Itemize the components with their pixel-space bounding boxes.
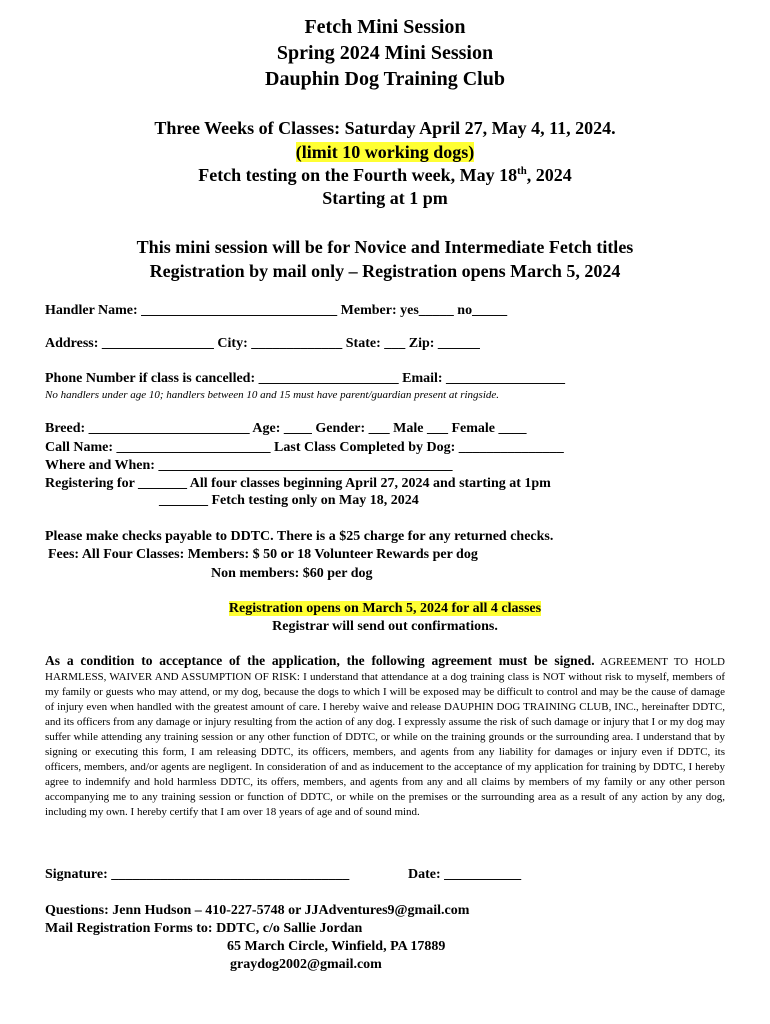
agreement-body: AGREEMENT TO HOLD HARMLESS, WAIVER AND ASSUMPTION OF RISK: I understand that attendance at a dog training class is NOT without risk to myself, members of my family or guests who may attend, or my dog, because the dogs to which I will be exposed may be difficult to control and may be the cause of damage of injury even when handled with the greatest amount of care. I hereby waive and release DAUPHIN DOG TRAINING CLUB, INC., hereinafter DDTC, and its officers from any damage or injury resulting from the action of any dog. I expressly assume the risk of such damage or injury that I or my dog may suffer while attending any training session or any other function of DDTC, or while on the training grounds or the surrounding area. I understand that by signing or executing this form, I am releasing DDTC, its officers, members, and agents from any liability for damages or injury even if DDTC, its officers, members, and/or agents are negligent. In consideration of and as inducement to the acceptance of my application for training by DDTC, I hereby agree to indemnify and hold harmless DDTC, its offers, members, and agents from any and all claims by members of my family or any other person accompanying me to any training session or function of DDTC, or while on the premises or the surrounding area as a result of any action by any dog, including my own. I hereby certify that I am over 18 years of age and of sound mind. bbox=[45, 656, 725, 818]
checks-payable: Please make checks payable to DDTC. There is a $25 charge for any returned checks. bbox=[45, 529, 554, 544]
registration-opens: Registration opens on March 5, 2024 for all 4 classes bbox=[228, 601, 542, 616]
handler-name-line[interactable]: Handler Name: ____________________________ Member: yes_____ no_____ bbox=[45, 303, 508, 318]
info-registration: Registration by mail only – Registration opens March 5, 2024 bbox=[149, 261, 621, 281]
testing-text: Fetch testing on the Fourth week, May 18 bbox=[198, 165, 518, 185]
info-titles: This mini session will be for Novice and Intermediate Fetch titles bbox=[136, 237, 634, 257]
phone-email-line[interactable]: Phone Number if class is cancelled: ____________________ Email: _________________ bbox=[45, 371, 566, 386]
title-club-name: Dauphin Dog Training Club bbox=[265, 68, 505, 90]
where-when-line[interactable]: Where and When: __________________________________________ bbox=[45, 458, 453, 473]
schedule-classes: Three Weeks of Classes: Saturday April 27, May 4, 11, 2024. bbox=[154, 118, 616, 138]
testing-year: , 2024 bbox=[526, 165, 572, 185]
registering-line[interactable]: Registering for _______ All four classes beginning April 27, 2024 and starting at 1pm bbox=[45, 476, 551, 491]
testing-sup: th bbox=[517, 165, 527, 177]
call-name-line[interactable]: Call Name: ______________________ Last Class Completed by Dog: _______________ bbox=[45, 440, 564, 455]
mail-address: 65 March Circle, Winfield, PA 17889 bbox=[227, 939, 446, 954]
agreement-lead: As a condition to acceptance of the application, the following agreement must be signed. bbox=[45, 653, 595, 668]
contact-email[interactable]: graydog2002@gmail.com bbox=[230, 957, 382, 972]
title-fetch-mini-session: Fetch Mini Session bbox=[304, 16, 466, 38]
schedule-limit-wrap bbox=[0, 140, 770, 164]
signature-line[interactable]: Signature: __________________________________ bbox=[45, 867, 350, 882]
date-line[interactable]: Date: ___________ bbox=[408, 867, 522, 882]
schedule-testing bbox=[0, 163, 770, 187]
breed-line[interactable]: Breed: _______________________ Age: ____ Gender: ___ Male ___ Female ____ bbox=[45, 421, 527, 436]
registrar-confirmations: Registrar will send out confirmations. bbox=[272, 619, 498, 634]
schedule-start: Starting at 1 pm bbox=[322, 188, 448, 208]
fees-members: Fees: All Four Classes: Members: $ 50 or 18 Volunteer Rewards per dog bbox=[48, 547, 478, 562]
address-line[interactable]: Address: ________________ City: _____________ State: ___ Zip: ______ bbox=[45, 336, 480, 351]
agreement-paragraph bbox=[45, 653, 725, 820]
handler-age-note: No handlers under age 10; handlers between 10 and 15 must have parent/guardian present at ringside. bbox=[45, 389, 500, 401]
mail-forms-to: Mail Registration Forms to: DDTC, c/o Sallie Jordan bbox=[45, 921, 363, 936]
questions-contact: Questions: Jenn Hudson – 410-227-5748 or JJAdventures9@gmail.com bbox=[45, 903, 470, 918]
fees-non-members: Non members: $60 per dog bbox=[211, 566, 373, 581]
title-spring-session: Spring 2024 Mini Session bbox=[276, 42, 494, 64]
fetch-only-line[interactable]: _______ Fetch testing only on May 18, 2024 bbox=[159, 493, 419, 508]
opens-wrap bbox=[0, 600, 770, 618]
schedule-limit: (limit 10 working dogs) bbox=[295, 142, 475, 162]
